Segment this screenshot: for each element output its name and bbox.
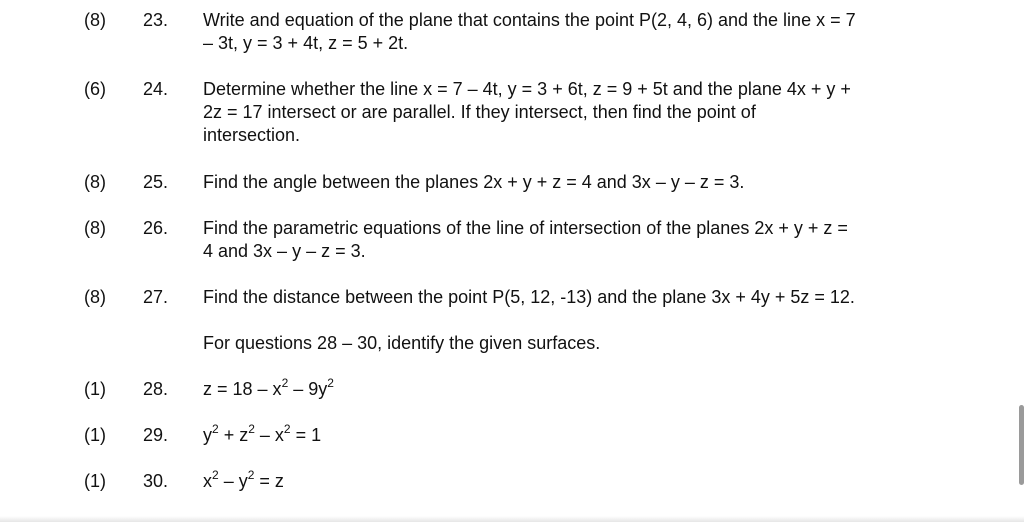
points-label: (8) [84,10,106,30]
question-text-line: Find the angle between the planes 2x + y + z = 4 and 3x – y – z = 3. [203,172,745,192]
points-label: (1) [84,379,106,399]
equation-part: z = 18 – x [203,379,282,399]
vertical-scrollbar[interactable] [1019,405,1024,485]
question-text-line: 2z = 17 intersect or are parallel. If they intersect, then find the point of [203,102,756,122]
exponent: 2 [327,376,334,390]
points-label: (8) [84,287,106,307]
question-text-line: Write and equation of the plane that contains the point P(2, 4, 6) and the line x = 7 [203,10,856,30]
equation-part: = z [254,471,284,491]
question-text-line: 4 and 3x – y – z = 3. [203,241,366,261]
question-text-line: Determine whether the line x = 7 – 4t, y = 3 + 6t, z = 9 + 5t and the plane 4x + y + [203,79,851,99]
equation-part: – x [254,425,284,445]
question-number: 30. [143,471,169,491]
equation-part: x [203,471,212,491]
page-bottom-edge [0,516,1024,522]
equation-part: + z [218,425,249,445]
question-number: 26. [143,218,169,238]
equation-part: = 1 [290,425,322,445]
points-label: (1) [84,425,106,445]
question-text-line: intersection. [203,125,301,145]
points-label: (8) [84,172,106,192]
question-text-line: Find the distance between the point P(5, 12, -13) and the plane 3x + 4y + 5z = 12. [203,287,855,307]
points-label: (1) [84,471,106,491]
question-text [203,78,983,147]
equation-part: – y [218,471,248,491]
equation-part: – 9y [288,379,328,399]
instruction-text: For questions 28 – 30, identify the given surfaces. [203,333,601,353]
question-text [203,217,983,263]
question-text [203,171,983,194]
exponent: 2 [247,468,255,482]
points-label: (6) [84,79,106,99]
surface-equation [203,378,983,401]
exponent: 2 [248,422,255,436]
question-number: 29. [143,425,169,445]
question-text [203,286,983,309]
question-number: 28. [143,379,169,399]
exponent: 2 [212,468,219,482]
question-text [203,9,983,55]
equation-part: y [203,425,212,445]
exponent: 2 [281,376,289,390]
surface-equation [203,424,983,447]
question-text-line: – 3t, y = 3 + 4t, z = 5 + 2t. [203,33,409,53]
exponent: 2 [212,422,219,436]
surface-equation [203,470,983,493]
question-number: 25. [143,172,169,192]
question-number: 24. [143,79,169,99]
question-number: 23. [143,10,169,30]
question-text-line: Find the parametric equations of the line of intersection of the planes 2x + y + z = [203,218,848,238]
points-label: (8) [84,218,106,238]
question-number: 27. [143,287,169,307]
exponent: 2 [283,422,291,436]
